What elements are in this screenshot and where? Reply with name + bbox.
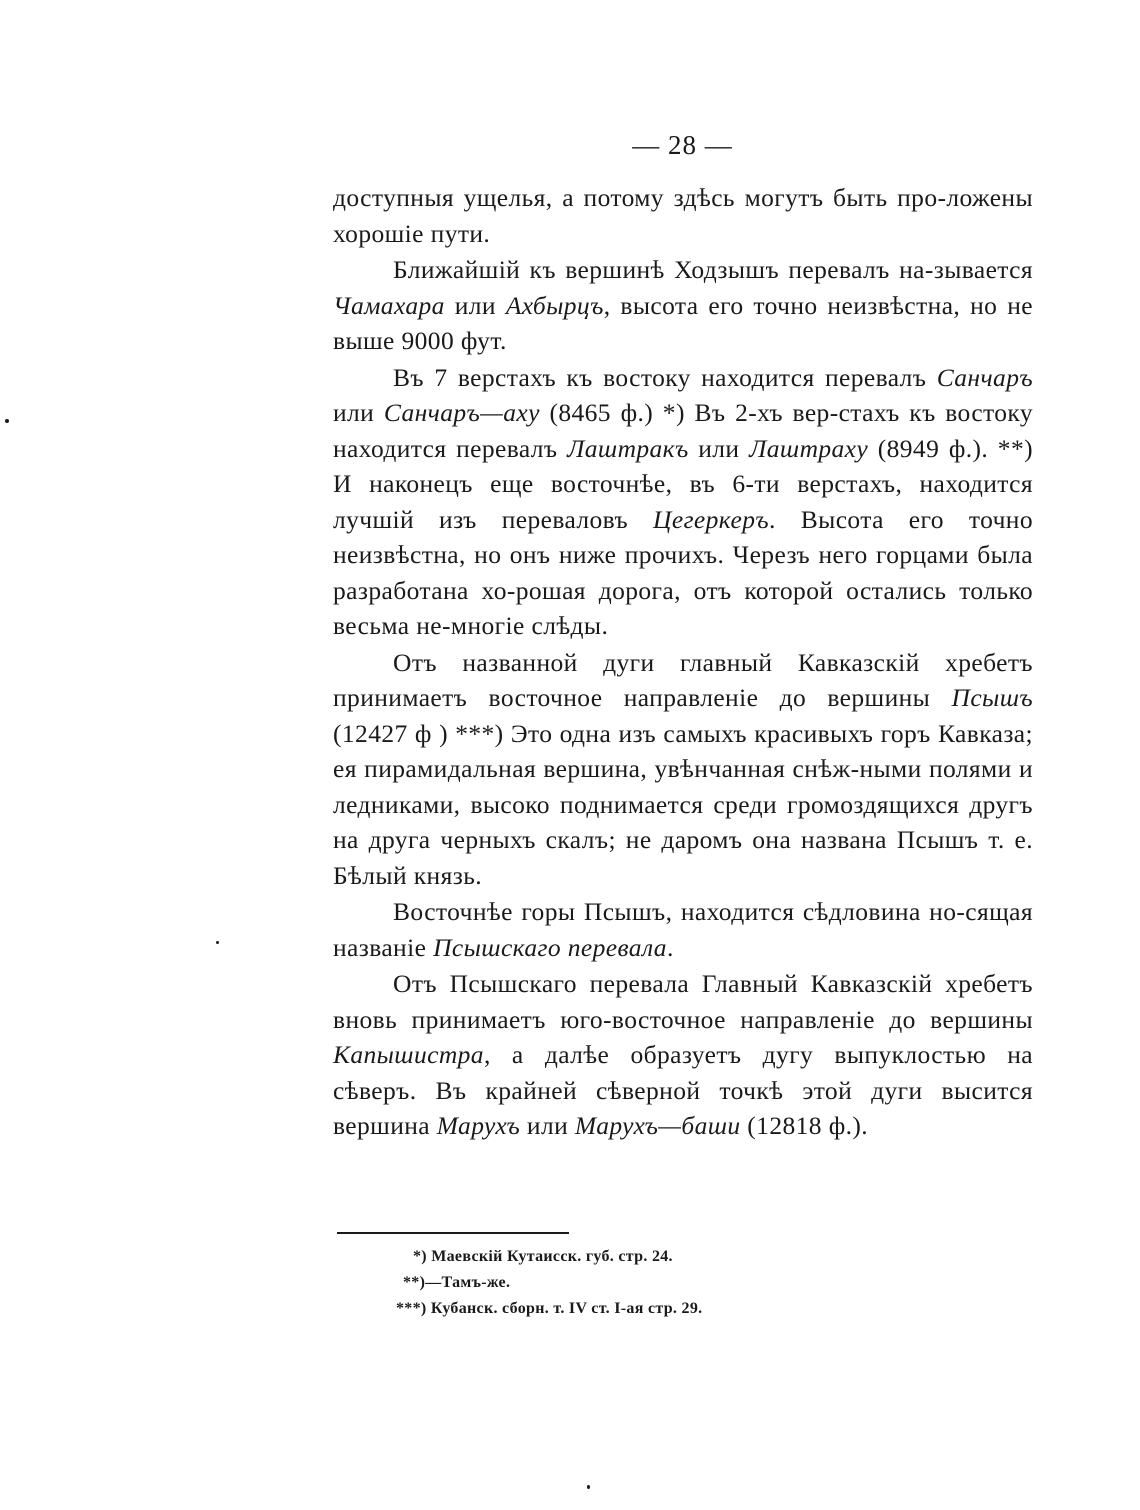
text-run: (8949 ф.). **) И наконецъ еще восточнѣе, въ 6-ти верстахъ, находится лучшiй изъ переваловъ — [333, 433, 1033, 534]
text-run: (12427 ф ) ***) Это одна изъ самыхъ красивыхъ горъ Кавказа; ея пирамидальная вершина, увѣнчанная снѣж-ными полями и ледниками, высоко поднимается среди громоздящихся другъ на друга черныхъ скалъ; не даромъ она названа Псышъ т. е. Бѣлый князь. — [333, 718, 1033, 890]
scan-speck — [587, 1485, 590, 1489]
footnote: *) Маевскiй Кутаисск. губ. стр. 24. — [413, 1248, 673, 1265]
paragraph — [333, 894, 1033, 965]
text-run: . — [666, 932, 674, 962]
paragraph — [333, 360, 1033, 644]
text-run: Восточнѣе горы Псышъ, находится сѣдловина но-сящая названiе — [333, 897, 1033, 962]
italic-term: Ахбырцъ — [505, 290, 604, 320]
italic-term: Марухъ — [436, 1111, 521, 1140]
scan-speck — [5, 419, 9, 423]
italic-term: Чамахара — [333, 290, 445, 320]
italic-term: Санчаръ — [936, 362, 1033, 392]
text-run: . Высота его точно неизвѣстна, но онъ ниже прочихъ. Черезъ него горцами была разработана хо-рошая дорога, отъ которой остались только весьма не-многiе слѣды. — [333, 504, 1033, 640]
paragraph — [333, 645, 1033, 894]
italic-term: Псышскаго перевала — [433, 932, 667, 962]
text-run: , а далѣе образуетъ дугу выпуклостью на сѣверъ. Въ крайней сѣверной точкѣ этой дуги высится вершина — [333, 1040, 1033, 1140]
page-number: — 28 — — [632, 130, 733, 160]
paragraph — [333, 180, 1033, 251]
text-run: или — [688, 433, 750, 463]
text-run: , высота его точно неизвѣстна, но не выше 9000 фут. — [333, 290, 1033, 355]
text-run: или — [444, 290, 506, 320]
text-run: (12818 ф.). — [740, 1111, 869, 1140]
italic-term: Цегеркеръ — [653, 504, 769, 534]
italic-term: Псышъ — [951, 683, 1033, 712]
scan-speck — [216, 941, 219, 944]
text-run: доступныя ущелья, а потому здѣсь могутъ быть про-ложены хорошiе пути. — [333, 183, 1033, 248]
text-run: Въ 7 верстахъ къ востоку находится перевалъ — [393, 362, 937, 392]
footnote: **)—Тамъ-же. — [403, 1274, 511, 1291]
text-run: или — [520, 1111, 575, 1140]
text-run: Отъ Псышскаго перевала Главный Кавказскiй хребетъ вновь принимаетъ юго-восточное направленiе до вершины — [333, 969, 1033, 1034]
paragraph — [333, 966, 1033, 1144]
footnote-rule — [337, 1232, 569, 1234]
italic-term: Капышистра — [333, 1040, 484, 1069]
body-text — [333, 180, 1033, 1145]
text-run: Ближайшiй къ вершинѣ Ходзышъ перевалъ на-зывается — [393, 255, 1033, 284]
text-run: или — [333, 398, 384, 427]
italic-term: Лаштракъ — [567, 433, 689, 463]
italic-term: Марухъ—баши — [574, 1111, 741, 1140]
italic-term: Санчаръ—аху — [383, 398, 540, 427]
italic-term: Лаштраху — [749, 433, 869, 463]
footnote: ***) Кубанск. сборн. т. IV ст. I-ая стр. 29. — [396, 1300, 703, 1317]
text-run: Отъ названной дуги главный Кавказскiй хребетъ принимаетъ восточное направленiе до вершины — [333, 647, 1033, 712]
text-run: (8465 ф.) *) Въ 2-хъ вер-стахъ къ востоку находится перевалъ — [333, 398, 1033, 463]
paragraph — [333, 252, 1033, 359]
